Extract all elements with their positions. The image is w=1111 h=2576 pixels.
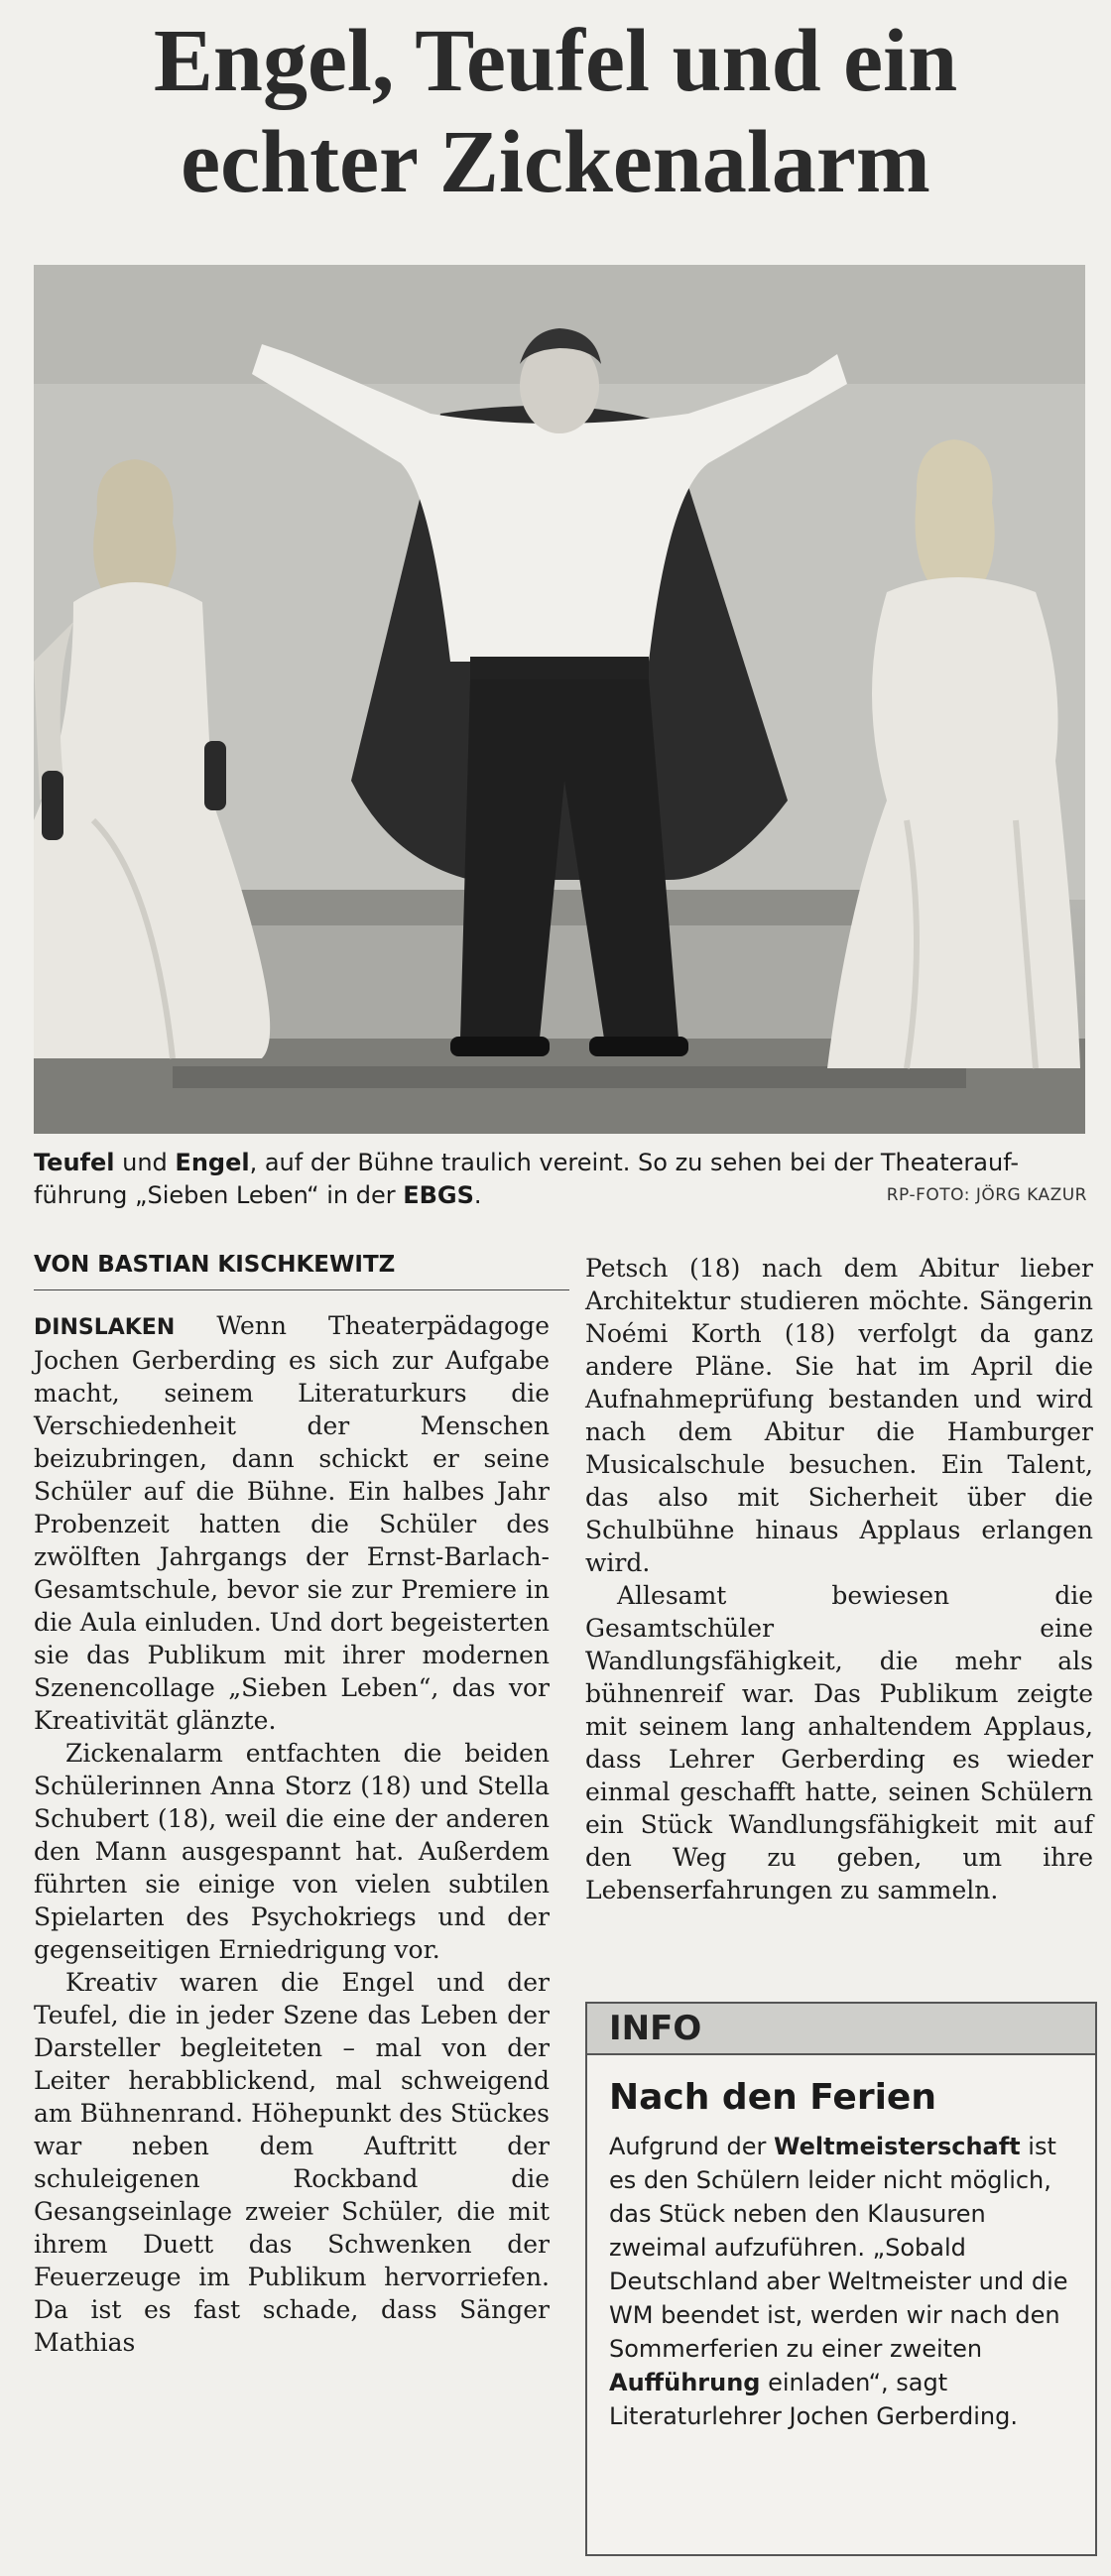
caption-keyword-engel: Engel (175, 1149, 250, 1176)
headline (0, 0, 1111, 253)
article-paragraph-1-text: Wenn Theaterpädagoge Jochen Gerberding es sich zur Aufgabe macht, seinem Literaturkurs die Verschiedenheit der Menschen beizubringen, dann schickt er seine Schüler auf die Bühne. Ein halbes Jahr Probenzeit hatten die Schüler des zwölften Jahrgangs der Ernst-Barlach-Gesamtschule, bevor sie zur Premiere in die Aula einluden. Und dort begeisterten sie das Publikum mit ihrer modernen Szenencollage „Sieben Leben“, das vor Kreativität glänzte. (34, 1311, 550, 1735)
photo-caption (34, 1147, 1087, 1212)
info-text-2: ist es den Schülern leider nicht möglich, das Stück neben den Klausuren zweimal aufzuführen. „Sobald Deutschland aber Weltmeister und die WM beendet ist, werden wir nach den Sommerferien zu einer zweiten (609, 2133, 1068, 2363)
info-box (585, 2002, 1097, 2556)
byline: VON BASTIAN KISCHKEWITZ (34, 1252, 396, 1278)
article-paragraph-4: Petsch (18) nach dem Abitur lieber Architektur studieren möchte. Sängerin Noémi Korth (18) verfolgt da ganz andere Pläne. Sie hat im April die Aufnahmeprüfung bestanden und wird nach dem Abitur die Hamburger Musicalschule besuchen. Ein Talent, das also mit Sicherheit über die Schulbühne hinaus Applaus erlangen wird. (585, 1254, 1093, 1577)
caption-keyword-teufel: Teufel (34, 1149, 115, 1176)
info-box-title: Nach den Ferien (609, 2077, 936, 2118)
info-keyword-weltmeisterschaft: Weltmeisterschaft (773, 2133, 1021, 2160)
caption-text-2: , auf der Bühne traulich vereint. So zu sehen bei der Theaterauf- führung „Sieben Leben“ in der (34, 1149, 1019, 1209)
info-box-label: INFO (587, 2004, 1095, 2055)
caption-text-3: . (473, 1181, 482, 1209)
article-column-1 (34, 1309, 550, 2359)
article-photo (34, 265, 1085, 1134)
article-paragraph-5: Allesamt bewiesen die Gesamtschüler eine Wandlungsfähigkeit, die mehr als bühnenreif war. Das Publikum zeigte mit seinem lang anhaltendem Applaus, dass Lehrer Gerberding es wieder einmal geschafft hatte, seinen Schülern ein Stück Wandlungsfähigkeit mit auf den Weg zu geben, um ihre Lebenserfahrungen zu sammeln. (585, 1581, 1093, 1904)
stage-photo-illustration (34, 265, 1085, 1134)
byline-divider (34, 1289, 569, 1290)
info-box-body (609, 2130, 1073, 2433)
article-column-2 (585, 1252, 1093, 1906)
article-paragraph-1 (34, 1309, 550, 1737)
info-keyword-auffuehrung: Aufführung (609, 2369, 761, 2396)
headline-line-1: Engel, Teufel und ein (153, 12, 958, 110)
info-text-1: Aufgrund der (609, 2133, 774, 2160)
caption-keyword-ebgs: EBGS (403, 1181, 474, 1209)
headline-line-2: echter Zickenalarm (181, 113, 930, 211)
article-paragraph-2: Zickenalarm entfachten die beiden Schülerinnen Anna Storz (18) und Stella Schubert (18), weil die eine der anderen den Mann ausgespannt hat. Außerdem führten sie einige von vielen subtilen Spielarten des Psychokriegs und der gegenseitigen Erniedrigung vor. (34, 1739, 550, 1964)
info-text-3: einladen“, sagt Literaturlehrer Jochen Gerberding. (609, 2369, 1018, 2430)
photo-credit: RP-FOTO: JÖRG KAZUR (886, 1185, 1087, 1205)
dateline: DINSLAKEN (34, 1315, 176, 1340)
article-paragraph-3: Kreativ waren die Engel und der Teufel, die in jeder Szene das Leben der Darsteller begleiteten – mal von der Leiter herabblickend, mal schweigend am Bühnenrand. Höhepunkt des Stückes war neben dem Auftritt der schuleigenen Rockband die Gesangseinlage zweier Schüler, die mit ihrem Duett das Schwenken der Feuerzeuge im Publikum hervorriefen. Da ist es fast schade, dass Sänger Mathias (34, 1968, 550, 2357)
caption-text-1: und (114, 1149, 176, 1176)
